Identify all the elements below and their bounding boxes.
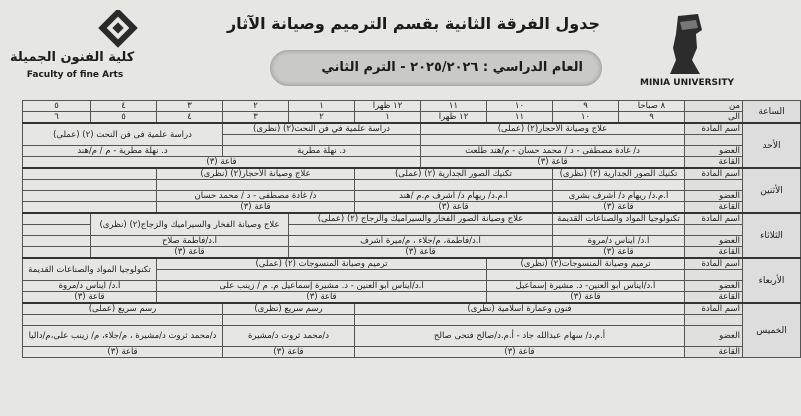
sun-subject-row xyxy=(23,123,801,135)
subject-label: اسم المادة xyxy=(685,258,743,270)
mon-member-3: د/ غادة مصطفى - د / محمد حسان xyxy=(157,191,355,202)
mon-member-1: أ.م.د/ ريهام د/ اشرف بشرى xyxy=(553,191,685,202)
wed-subject-row xyxy=(23,258,801,270)
thu-subject-2: رسم سريع (نظرى) xyxy=(223,303,355,315)
tue-subject-3: علاج وصيانة الفخار والسيراميك والزجاج(٢) (نظرى) xyxy=(91,213,289,236)
tue-member-2: أ.د/فاطمة، م/جلاء ، م/ميرة أشرف xyxy=(289,236,553,247)
hall-label: القاعة xyxy=(685,157,743,169)
sun-hall-1: قاعة (٣) xyxy=(421,157,685,169)
from-cell: ٣ xyxy=(157,101,223,112)
time-corner: الساعة xyxy=(743,101,801,124)
wed-subject-2: ترميم وصيانة المنسوجات (٢) (عملى) xyxy=(157,258,487,270)
day-thursday: الخميس xyxy=(743,303,801,358)
sun-subject-3: دراسة علمية فى فن النحت (٢) (عملى) xyxy=(23,123,223,146)
sun-subject-2: دراسة علمية في فن النحت(٢) (نظرى) xyxy=(223,123,421,135)
wed-subject-1: ترميم وصيانة المنسوجات(٢) (نظرى) xyxy=(487,258,685,270)
wed-member-1: أ.د/ايناس أبو العنين- د. مشيرة إسماعيل xyxy=(487,281,685,292)
mon-hall-2: قاعة (٣) xyxy=(355,202,553,214)
thu-hall-row xyxy=(23,347,801,358)
to-cell: ١٢ ظهرا xyxy=(421,112,487,124)
tue-member-1: أ.د/ ايناس د/مروة xyxy=(553,236,685,247)
from-cell: ٥ xyxy=(23,101,91,112)
hall-label: القاعة xyxy=(685,247,743,259)
tue-subject-2: علاج وصيانة الصور الفخار والسيراميك والزجاج (٢) (عملى) xyxy=(289,213,553,225)
from-cell: ٢ xyxy=(223,101,289,112)
schedule-table xyxy=(22,100,801,358)
year-banner xyxy=(270,50,602,86)
thu-spacer-row xyxy=(23,315,801,326)
to-cell: ٤ xyxy=(157,112,223,124)
year-text: العام الدراسي : ٢٠٢٥/٢٠٢٦ - الترم الثاني xyxy=(321,60,583,75)
member-label: العضو xyxy=(685,236,743,247)
day-tuesday: الثلاثاء xyxy=(743,213,801,258)
faculty-name-en: Faculty of fine Arts xyxy=(26,70,124,80)
to-cell: ١١ xyxy=(487,112,553,124)
member-label: العضو xyxy=(685,326,743,347)
time-from-row xyxy=(23,101,801,112)
to-cell: ٩ xyxy=(619,112,685,124)
to-cell: ٣ xyxy=(223,112,289,124)
to-cell: ١٠ xyxy=(553,112,619,124)
day-wednesday: الأربعاء xyxy=(743,258,801,303)
mon-hall-1: قاعة (٣) xyxy=(553,202,685,214)
sun-member-3: د. نهلة مطرية - م / م/هند xyxy=(23,146,223,157)
from-label: من xyxy=(685,101,743,112)
thu-subject-1: فنون وعمارة اسلامية (نظرى) xyxy=(355,303,685,315)
thu-hall-1: قاعة (٣) xyxy=(355,347,685,358)
mon-subject-1: تكنيك الصور الجدارية (٢) (نظرى) xyxy=(553,168,685,180)
nefertiti-icon xyxy=(640,8,730,78)
from-cell: ١٠ xyxy=(487,101,553,112)
hall-label: القاعة xyxy=(685,202,743,214)
thu-member-row xyxy=(23,326,801,347)
sun-member-1: د/ غادة مصطفى - د / محمد حسان - م/هند طلعت xyxy=(421,146,685,157)
tue-hall-3: قاعة (٣) xyxy=(91,247,289,259)
sun-hall-row xyxy=(23,157,801,169)
tue-member-row xyxy=(23,236,801,247)
sun-member-row xyxy=(23,146,801,157)
time-to-row xyxy=(23,112,801,124)
thu-hall-2: قاعة (٣) xyxy=(223,347,355,358)
mon-hall-row xyxy=(23,202,801,214)
university-name-en: MINIA UNIVERSITY xyxy=(640,78,735,88)
thu-member-3: د/محمد ثروت د/مشيرة ، م/جلاء، م/ زينب على،م/داليا xyxy=(23,326,223,347)
from-cell: ٨ صباحا xyxy=(619,101,685,112)
wed-member-2: أ.د/ايناس أبو العنين - د. مشيرة إسماعيل م. م / زينب على xyxy=(157,281,487,292)
to-cell: ١ xyxy=(355,112,421,124)
thu-subject-3: رسم سريع (عملى) xyxy=(23,303,223,315)
from-cell: ١٢ ظهرا xyxy=(355,101,421,112)
tue-hall-1: قاعة (٣) xyxy=(553,247,685,259)
mon-subject-3: علاج وصيانة الأحجار(٢) (نظرى) xyxy=(157,168,355,180)
subject-label: اسم المادة xyxy=(685,213,743,225)
wed-member-3: أ.د/ ايناس د/مروة xyxy=(23,281,157,292)
tue-subject-row xyxy=(23,213,801,225)
tue-hall-row xyxy=(23,247,801,259)
wed-member-row xyxy=(23,281,801,292)
to-cell: ٦ xyxy=(23,112,91,124)
mon-hall-3: قاعة (٣) xyxy=(157,202,355,214)
thu-member-1: أ.م.د/ سهام عبدالله جاد - أ.م.د/صالح فتحى صالح xyxy=(355,326,685,347)
from-cell: ٤ xyxy=(91,101,157,112)
thu-member-2: د/محمد ثروت د/مشيرة xyxy=(223,326,355,347)
thu-subject-row xyxy=(23,303,801,315)
to-cell: ٥ xyxy=(91,112,157,124)
mon-spacer-row xyxy=(23,180,801,191)
tue-subject-1: تكنولوجيا المواد والصناعات القديمة xyxy=(553,213,685,225)
subject-label: اسم المادة xyxy=(685,303,743,315)
member-label: العضو xyxy=(685,191,743,202)
wed-hall-row xyxy=(23,292,801,304)
to-cell: ٢ xyxy=(289,112,355,124)
university-logo xyxy=(640,8,735,96)
from-cell: ٩ xyxy=(553,101,619,112)
subject-label: اسم المادة xyxy=(685,168,743,180)
sun-member-2: د. نهلة مطرية xyxy=(223,146,421,157)
mon-subject-row xyxy=(23,168,801,180)
wed-subject-3: تكنولوجيا المواد والصناعات القديمة xyxy=(23,258,157,281)
wed-hall-3: قاعة (٣) xyxy=(23,292,157,304)
hall-label: القاعة xyxy=(685,292,743,304)
wed-hall-2: قاعة (٣) xyxy=(157,292,487,304)
page-title: جدول الفرقة الثانية بقسم الترميم وصيانة الآثار xyxy=(226,14,600,33)
header xyxy=(0,0,801,100)
subject-label: اسم المادة xyxy=(685,123,743,135)
day-monday: الأثنين xyxy=(743,168,801,213)
member-label: العضو xyxy=(685,146,743,157)
wed-hall-1: قاعة (٣) xyxy=(487,292,685,304)
member-label: العضو xyxy=(685,281,743,292)
sun-hall-2: قاعة (٣) xyxy=(23,157,421,169)
sun-subject-1: علاج وصيانة الأحجار(٢) (عملى) xyxy=(421,123,685,135)
faculty-name-ar: كلية الفنون الجميلة xyxy=(10,50,135,65)
day-sunday: الأحد xyxy=(743,123,801,168)
mon-member-row xyxy=(23,191,801,202)
from-cell: ١١ xyxy=(421,101,487,112)
to-label: الى xyxy=(685,112,743,124)
thu-hall-3: قاعة (٣) xyxy=(23,347,223,358)
mon-member-2: أ.م.د/ ريهام د/ اشرف م.م /هند xyxy=(355,191,553,202)
tue-member-3: أ.د/فاطمة صلاح xyxy=(91,236,289,247)
mon-subject-2: تكنيك الصور الجدارية (٢) (عملى) xyxy=(355,168,553,180)
from-cell: ١ xyxy=(289,101,355,112)
tue-hall-2: قاعة (٣) xyxy=(289,247,553,259)
hall-label: القاعة xyxy=(685,347,743,358)
